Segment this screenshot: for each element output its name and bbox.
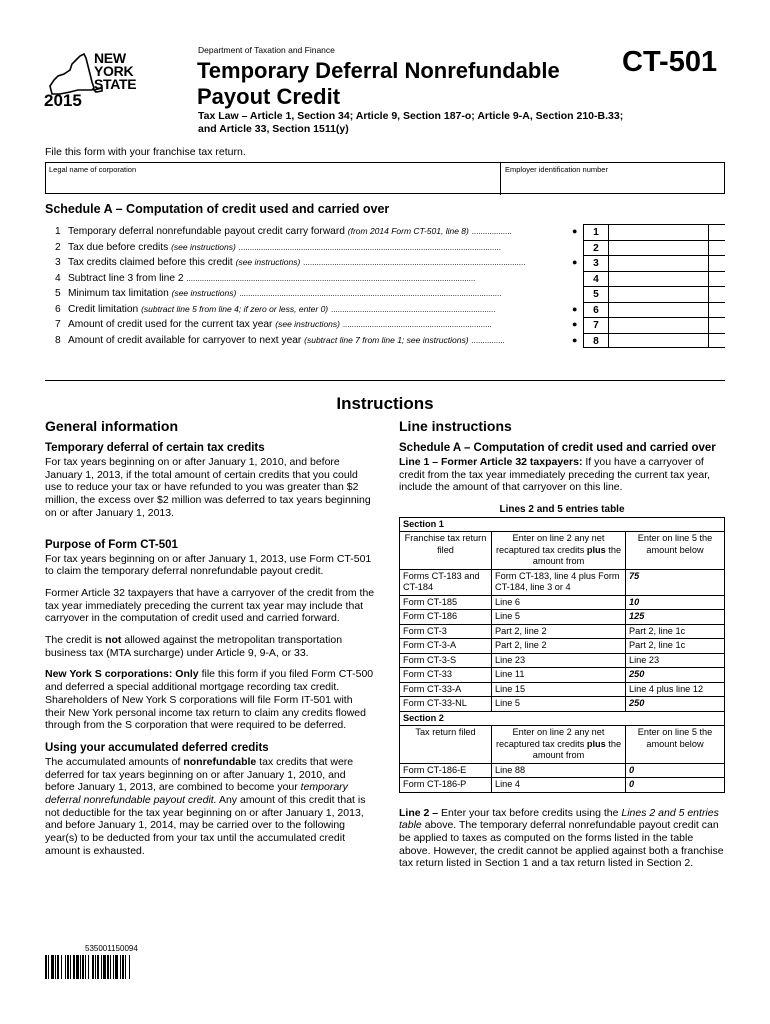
using-credits-body: The accumulated amounts of nonrefundable tax credits that were deferred for tax years beginning on or after January 1, 2010, and before January 1, 2013, are combined to become your temporary deferral nonrefundable payout credit. Any amount of this credit that is not deductible for the tax year beginning on or after January 1, 2013, and before January 1, 2014, may be carried over to the following year(s) to be deducted from your tax until the accumulated credit amount is exhausted.: [45, 755, 366, 857]
barcode-number: 535001150094: [85, 944, 138, 953]
ein-label: Employer identification number: [505, 165, 608, 174]
line-cents-input[interactable]: [709, 271, 725, 287]
cell-form: Form CT-186: [400, 610, 492, 625]
table-row: [400, 763, 725, 778]
instructions-title: Instructions: [336, 394, 434, 413]
line-amount-input[interactable]: [609, 255, 709, 271]
cell-form: Form CT-33-NL: [400, 697, 492, 712]
cell-line2: Part 2, line 2: [492, 639, 626, 654]
schedule-a-line: [45, 255, 725, 271]
line-instructions-column: [399, 418, 725, 879]
barcode: [45, 955, 195, 979]
col2-header-line2: Enter on line 2 any net recaptured tax credits plus the amount from: [492, 726, 626, 764]
table-row: [400, 624, 725, 639]
col2-header-line5: Enter on line 5 the amount below: [626, 726, 725, 764]
schedule-a-line: [45, 271, 725, 287]
nys-logo: [44, 50, 148, 112]
cell-line2: Line 88: [492, 763, 626, 778]
line-number: 2: [55, 241, 61, 253]
cell-line5: 0: [626, 763, 725, 778]
line-number: 8: [55, 334, 61, 346]
line-number: 5: [55, 288, 61, 299]
table-row: [400, 778, 725, 793]
cell-line5: 250: [626, 697, 725, 712]
using-credits-heading: Using your accumulated deferred credits: [45, 741, 269, 754]
line-text: Amount of credit available for carryover to next year (subtract line 7 from line 1; see instructions) ...............: [68, 334, 505, 346]
schedule-a-line: [45, 286, 725, 302]
bullet-icon: ●: [572, 334, 578, 345]
purpose-p3: The credit is not allowed against the metropolitan transportation business tax (MTA surcharge) under Article 9, 9-A, or 33.: [45, 634, 343, 659]
general-information-column: [45, 418, 375, 867]
table-row: [400, 682, 725, 697]
corporation-name-label: Legal name of corporation: [49, 165, 137, 174]
table-row: [400, 653, 725, 668]
line-cents-input[interactable]: [709, 333, 725, 349]
schedule-a-instr-heading: Schedule A – Computation of credit used and carried over: [399, 442, 716, 454]
line-text: Subtract line 3 from line 2 ..................................................................................................................................: [68, 272, 476, 284]
state-name: NEW YORK STATE: [94, 50, 137, 92]
tax-law-reference: [198, 110, 718, 136]
form-year: 2015: [44, 91, 82, 110]
line-cents-input[interactable]: [709, 302, 725, 318]
table-row: [400, 639, 725, 654]
field-divider: [500, 163, 501, 195]
cell-line2: Line 6: [492, 595, 626, 610]
line-amount-input[interactable]: [609, 271, 709, 287]
schedule-a-line: [45, 317, 725, 333]
schedule-a-line: [45, 240, 725, 256]
cell-line5: 10: [626, 595, 725, 610]
deferral-heading: Temporary deferral of certain tax credits: [45, 442, 265, 454]
line-amount-input[interactable]: [609, 240, 709, 256]
cell-form: Form CT-33: [400, 668, 492, 683]
cell-line2: Line 5: [492, 610, 626, 625]
line-amount-input[interactable]: [609, 333, 709, 349]
col2-header-return: Tax return filed: [400, 726, 492, 764]
form-number: CT-501: [622, 46, 718, 78]
line-box-number: 4: [583, 271, 609, 287]
cell-line2: Line 15: [492, 682, 626, 697]
purpose-p1: For tax years beginning on or after January 1, 2013, use Form CT-501 to claim the temporary deferral nonrefundable payout credit.: [45, 552, 372, 578]
col-header-line5: Enter on line 5 the amount below: [626, 532, 725, 570]
line-number: 7: [55, 319, 61, 330]
line-box-number: 5: [583, 286, 609, 302]
line-number: 6: [55, 303, 61, 315]
line-box-number: 3: [583, 255, 609, 271]
cell-line5: Line 23: [626, 653, 725, 668]
col-header-line2: Enter on line 2 any net recaptured tax credits plus the amount from: [492, 532, 626, 570]
cell-line5: 125: [626, 610, 725, 625]
cell-line2: Form CT-183, line 4 plus Form CT-184, line 3 or 4: [492, 569, 626, 595]
identification-box: [45, 162, 725, 194]
cell-line2: Line 5: [492, 697, 626, 712]
bullet-icon: ●: [572, 319, 578, 329]
general-heading: General information: [45, 418, 179, 434]
line-cents-input[interactable]: [709, 240, 725, 256]
cell-form: Form CT-33-A: [400, 682, 492, 697]
cell-form: Forms CT-183 and CT-184: [400, 569, 492, 595]
line-2-instruction: Line 2 – Enter your tax before credits using the Lines 2 and 5 entries table above. The temporary deferral nonrefundable payout credit can be applied to taxes as computed on the forms listed in the table above. However, the credit cannot be applied against both a franchise tax return listed in Section 1 and a tax return listed in Section 2.: [399, 806, 724, 870]
schedule-a-title: Schedule A – Computation of credit used and carried over: [45, 202, 390, 216]
title-line-2: Payout Credit: [197, 84, 341, 109]
line-text: Tax credits claimed before this credit (see instructions) ....................................................................................................: [68, 257, 526, 268]
line-box-number: 7: [583, 317, 609, 333]
table-row: [400, 569, 725, 595]
line-text: Credit limitation (subtract line 5 from line 4; if zero or less, enter 0) ..........................................................................: [68, 303, 496, 315]
line-number: 4: [55, 272, 61, 284]
line-text: Tax due before credits (see instructions) ......................................................................................................................: [68, 241, 501, 253]
table-caption: Lines 2 and 5 entries table: [400, 503, 725, 517]
line-cents-input[interactable]: [709, 255, 725, 271]
line-amount-input[interactable]: [609, 317, 709, 333]
line-cents-input[interactable]: [709, 317, 725, 333]
bullet-icon: ●: [572, 303, 578, 314]
entries-table: [399, 503, 725, 793]
file-note: File this form with your franchise tax return.: [45, 146, 246, 158]
line-text: Minimum tax limitation (see instructions) ......................................................................................................................: [68, 288, 502, 299]
section-2-label: Section 2: [400, 711, 725, 726]
purpose-heading: Purpose of Form CT-501: [45, 538, 178, 551]
line-cents-input[interactable]: [709, 224, 725, 240]
table-row: [400, 595, 725, 610]
tax-law-line-2: and Article 33, Section 1511(y): [198, 123, 349, 135]
cell-line5: Part 2, line 1c: [626, 624, 725, 639]
department-name: Department of Taxation and Finance: [198, 45, 335, 55]
section-1-label: Section 1: [400, 517, 725, 532]
cell-line2: Line 23: [492, 653, 626, 668]
line-1-instruction: Line 1 – Former Article 32 taxpayers: If you have a carryover of credit from the tax year immediately preceding the current tax year, include the amount of that carryover on this line.: [399, 456, 711, 494]
line-instructions-heading: Line instructions: [399, 418, 512, 434]
table-row: [400, 697, 725, 712]
cell-form: Form CT-185: [400, 595, 492, 610]
line-box-number: 2: [583, 240, 609, 256]
cell-line2: Part 2, line 2: [492, 624, 626, 639]
schedule-a-line: [45, 302, 725, 318]
cell-form: Form CT-186-E: [400, 763, 492, 778]
cell-line2: Line 11: [492, 668, 626, 683]
cell-form: Form CT-3-A: [400, 639, 492, 654]
cell-form: Form CT-3-S: [400, 653, 492, 668]
line-cents-input[interactable]: [709, 286, 725, 302]
schedule-a-lines: [45, 224, 725, 348]
line-box-number: 1: [583, 224, 609, 240]
cell-line5: Part 2, line 1c: [626, 639, 725, 654]
section-divider: [45, 380, 725, 381]
schedule-a-line: [45, 333, 725, 349]
purpose-p2: Former Article 32 taxpayers that have a carryover of the credit from the tax year immediately preceding the current tax year may include that carryover in the computation of credit used and carried forward.: [45, 586, 375, 625]
bullet-icon: ●: [572, 226, 578, 236]
line-box-number: 8: [583, 333, 609, 349]
cell-line5: 0: [626, 778, 725, 793]
line-amount-input[interactable]: [609, 224, 709, 240]
line-amount-input[interactable]: [609, 286, 709, 302]
deferral-body: For tax years beginning on or after January 1, 2010, and before January 1, 2013, if the total amount of certain credits that you could use to reduce your tax or have refunded to you was greater than $2 million, the excess over $2 million was deferred to tax years beginning on or after January 1, 2013.: [45, 456, 371, 519]
title-line-1: Temporary Deferral Nonrefundable: [197, 58, 560, 83]
tax-law-line-1: Tax Law – Article 1, Section 34; Article 9, Section 187-o; Article 9-A, Section 210-B.33;: [198, 110, 624, 122]
page-title: [197, 58, 617, 110]
table-row: [400, 610, 725, 625]
ein-field[interactable]: [505, 165, 608, 174]
cell-line2: Line 4: [492, 778, 626, 793]
line-number: 3: [55, 257, 61, 268]
cell-form: Form CT-186-P: [400, 778, 492, 793]
table-row: [400, 668, 725, 683]
cell-line5: Line 4 plus line 12: [626, 682, 725, 697]
schedule-a-line: [45, 224, 725, 240]
purpose-p4: New York S corporations: Only file this form if you filed Form CT-500 and deferred a special additional mortgage recording tax credit. Shareholders of New York S corporations will file Form IT-501 with their New York personal income tax return to claim any credits flowed through from the S corporation that were required to be deferred.: [45, 668, 374, 732]
line-amount-input[interactable]: [609, 302, 709, 318]
cell-line5: 75: [626, 569, 725, 595]
cell-form: Form CT-3: [400, 624, 492, 639]
col-header-return: Franchise tax return filed: [400, 532, 492, 570]
line-number: 1: [55, 226, 61, 237]
cell-line5: 250: [626, 668, 725, 683]
line-text: Temporary deferral nonrefundable payout credit carry forward (from 2014 Form CT-501, line 8) ..................: [68, 226, 512, 237]
corporation-name-field[interactable]: [49, 165, 136, 174]
line-text: Amount of credit used for the current tax year (see instructions) ...................................................................: [68, 319, 492, 330]
bullet-icon: ●: [572, 257, 578, 267]
line-box-number: 6: [583, 302, 609, 318]
